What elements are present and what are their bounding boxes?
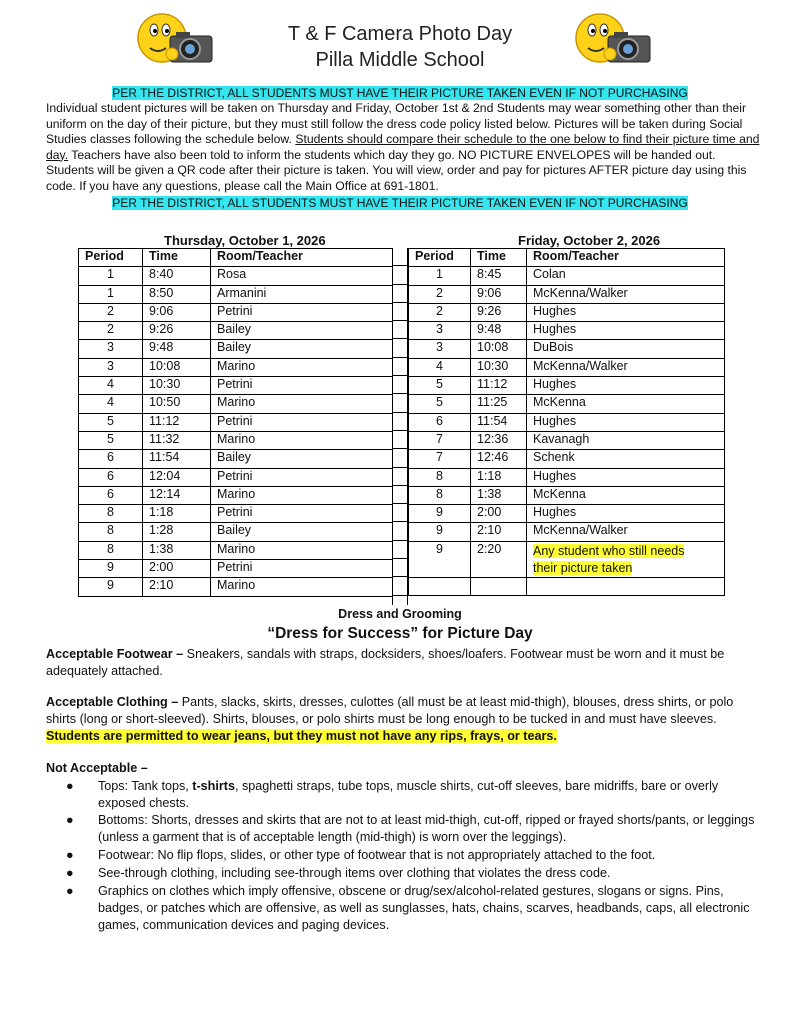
table-cell: 12:36 xyxy=(471,431,527,449)
bullet-icon: ● xyxy=(66,884,74,898)
table-row xyxy=(79,523,393,541)
table-cell: 6 xyxy=(409,413,471,431)
table-cell: 9:26 xyxy=(471,303,527,321)
friday-heading: Friday, October 2, 2026 xyxy=(518,233,661,248)
bullet-text: Bottoms: Shorts, dresses and skirts that are not to at least mid-thigh, cut-off, ripped or frayed shorts/pants, or leggings (unless a garment that is of acceptable length (mid-thigh) is worn over the leggings). xyxy=(98,813,755,844)
divider-cell xyxy=(393,339,407,357)
thursday-heading: Thursday, October 1, 2026 xyxy=(164,233,326,248)
table-cell: 10:30 xyxy=(471,358,527,376)
table-row xyxy=(409,431,725,449)
table-cell: Hughes xyxy=(527,505,725,523)
column-header: Time xyxy=(143,249,211,267)
table-cell: Petrini xyxy=(211,468,393,486)
table-cell: 1 xyxy=(409,267,471,285)
not-acceptable-label: Not Acceptable – xyxy=(46,761,148,775)
dress-heading: Dress and Grooming xyxy=(338,607,462,621)
divider-cell xyxy=(393,449,407,467)
table-cell: 10:30 xyxy=(143,377,211,395)
table-cell: Armanini xyxy=(211,285,393,303)
table-cell: 12:46 xyxy=(471,450,527,468)
divider-cell xyxy=(393,394,407,412)
table-cell: Schenk xyxy=(527,450,725,468)
table-cell: 2:00 xyxy=(143,560,211,578)
highlight-note: Any student who still needs xyxy=(533,543,685,558)
table-row xyxy=(79,578,393,596)
table-cell: Petrini xyxy=(211,413,393,431)
table-cell: 11:54 xyxy=(471,413,527,431)
table-row xyxy=(79,303,393,321)
divider-cell xyxy=(393,541,407,559)
bullet-icon: ● xyxy=(66,866,74,880)
table-cell: McKenna xyxy=(527,486,725,504)
table-cell: Marino xyxy=(211,358,393,376)
table-row xyxy=(79,267,393,285)
divider-cell xyxy=(393,285,407,303)
table-cell: 5 xyxy=(409,395,471,413)
table-cell: 12:04 xyxy=(143,468,211,486)
table-row xyxy=(79,541,393,559)
table-cell: Petrini xyxy=(211,505,393,523)
table-cell: 6 xyxy=(79,486,143,504)
table-cell: Marino xyxy=(211,578,393,596)
highlight-note: their picture taken xyxy=(533,560,633,575)
intro-text-2: Teachers have also been told to inform the students which day they go. NO PICTURE ENVELOPES will be handed out. Students will be given a QR code after their picture is taken. You will view, order and pay for pictures AFTER picture day using this code. If you have any questions, please call the Main Office at 691-1801. xyxy=(46,147,747,193)
table-cell: 1 xyxy=(79,267,143,285)
divider-cell xyxy=(393,248,407,266)
table-row xyxy=(79,450,393,468)
table-cell: Marino xyxy=(211,486,393,504)
intro-underlined: Students should compare their schedule to the one below to find their picture time and day. xyxy=(46,132,760,162)
table-cell: 2:10 xyxy=(471,523,527,541)
footwear-label: Acceptable Footwear – xyxy=(46,647,184,661)
table-cell: 9 xyxy=(79,560,143,578)
table-cell: 12:14 xyxy=(143,486,211,504)
school-name: Pilla Middle School xyxy=(315,49,485,71)
column-header: Period xyxy=(409,249,471,267)
table-row xyxy=(409,505,725,523)
table-row xyxy=(409,468,725,486)
bullet-icon: ● xyxy=(66,848,74,862)
table-cell: McKenna/Walker xyxy=(527,285,725,303)
table-cell: Kavanagh xyxy=(527,431,725,449)
table-cell: 3 xyxy=(79,358,143,376)
table-row xyxy=(79,395,393,413)
table-cell: DuBois xyxy=(527,340,725,358)
table-cell: McKenna/Walker xyxy=(527,358,725,376)
table-cell: Hughes xyxy=(527,322,725,340)
table-cell: Marino xyxy=(211,541,393,559)
table-cell: 2:00 xyxy=(471,505,527,523)
table-row xyxy=(79,560,393,578)
table-cell: 1:38 xyxy=(143,541,211,559)
table-row xyxy=(79,322,393,340)
clothing-text: Pants, slacks, skirts, dresses, culottes (all must be at least mid-thigh), blouses, dress shirts, or polo shirts (long or short-sleeved). Shirts, blouses, or polo shirts must be long enough to be tucked in and must have sleeves. xyxy=(46,695,734,726)
table-cell: 10:08 xyxy=(143,358,211,376)
column-header: Time xyxy=(471,249,527,267)
table-divider xyxy=(392,248,408,605)
table-cell: 7 xyxy=(409,450,471,468)
table-row xyxy=(409,303,725,321)
table-cell: 1:18 xyxy=(471,468,527,486)
table-cell: 5 xyxy=(409,377,471,395)
table-cell: 11:54 xyxy=(143,450,211,468)
district-banner-bottom xyxy=(0,196,800,211)
bullet-bold: t-shirts xyxy=(192,779,235,793)
table-cell: 4 xyxy=(79,395,143,413)
footwear-text: Sneakers, sandals with straps, docksiders, shoes/loafers. Footwear must be worn and it must be adequately attached. xyxy=(46,647,725,678)
table-row xyxy=(409,322,725,340)
table-cell: Hughes xyxy=(527,303,725,321)
table-cell: Bailey xyxy=(211,340,393,358)
divider-cell xyxy=(393,358,407,376)
table-cell: 2:10 xyxy=(143,578,211,596)
table-row xyxy=(409,413,725,431)
table-cell: 10:50 xyxy=(143,395,211,413)
table-cell: Petrini xyxy=(211,303,393,321)
footwear-paragraph xyxy=(46,646,766,680)
column-header: Period xyxy=(79,249,143,267)
table-row xyxy=(409,358,725,376)
table-cell: Marino xyxy=(211,431,393,449)
table-cell: Hughes xyxy=(527,413,725,431)
table-row xyxy=(79,340,393,358)
bullet-text: See-through clothing, including see-through items over clothing that violates the dress code. xyxy=(98,866,611,880)
table-cell xyxy=(471,577,527,595)
table-row xyxy=(409,285,725,303)
banner-text: PER THE DISTRICT, ALL STUDENTS MUST HAVE THEIR PICTURE TAKEN EVEN IF NOT PURCHASING xyxy=(112,86,688,100)
table-row xyxy=(79,377,393,395)
table-cell: 1:18 xyxy=(143,505,211,523)
table-cell: 1:28 xyxy=(143,523,211,541)
table-row xyxy=(79,358,393,376)
divider-cell xyxy=(393,413,407,431)
table-cell: 9:06 xyxy=(143,303,211,321)
table-row xyxy=(409,340,725,358)
table-cell: 8 xyxy=(79,523,143,541)
table-cell: 7 xyxy=(409,431,471,449)
table-cell: 2 xyxy=(79,322,143,340)
table-cell xyxy=(409,577,471,595)
divider-cell xyxy=(393,559,407,577)
table-cell: 8:40 xyxy=(143,267,211,285)
bullet-icon: ● xyxy=(66,779,74,793)
table-row xyxy=(409,377,725,395)
table-row xyxy=(79,431,393,449)
friday-schedule-table xyxy=(408,248,725,596)
table-cell: Hughes xyxy=(527,468,725,486)
divider-cell xyxy=(393,504,407,522)
not-acceptable-heading xyxy=(46,760,766,777)
intro-text-1: Individual student pictures will be taken on Thursday and Friday, October 1st & 2nd Students may wear something other than their uniform on the day of their picture, but they must still follow the dress code policy listed below. Pictures will be taken during Social Studies classes following the schedule below. xyxy=(46,101,747,147)
table-cell: Rosa xyxy=(211,267,393,285)
table-row xyxy=(79,486,393,504)
bullet-text: Graphics on clothes which imply offensive, obscene or drug/sex/alcohol-related gestures, slogans or signs. Pins, badges, or patches which are offensive, as well as sunglasses, hats, chains, scarves, headbands, caps, all electronic games, communication devices and paging devices. xyxy=(98,884,750,932)
table-row xyxy=(79,468,393,486)
table-cell: Bailey xyxy=(211,523,393,541)
table-cell: 2:20 xyxy=(471,541,527,577)
divider-cell xyxy=(393,468,407,486)
table-cell: 2 xyxy=(79,303,143,321)
table-cell: 9:48 xyxy=(143,340,211,358)
table-row xyxy=(409,523,725,541)
table-cell: 1:38 xyxy=(471,486,527,504)
table-cell: 11:32 xyxy=(143,431,211,449)
intro-paragraph xyxy=(46,101,766,195)
table-row xyxy=(409,267,725,285)
table-cell: 6 xyxy=(79,450,143,468)
table-cell: 9 xyxy=(409,541,471,577)
jeans-note: Students are permitted to wear jeans, but they must not have any rips, frays, or tears. xyxy=(46,729,557,743)
bullet-icon: ● xyxy=(66,813,74,827)
table-cell: Petrini xyxy=(211,560,393,578)
clothing-label: Acceptable Clothing – xyxy=(46,695,179,709)
table-cell: 5 xyxy=(79,431,143,449)
dress-subheading: “Dress for Success” for Picture Day xyxy=(267,625,533,642)
divider-cell xyxy=(393,431,407,449)
table-cell: 3 xyxy=(79,340,143,358)
table-cell: 5 xyxy=(79,413,143,431)
divider-cell xyxy=(393,303,407,321)
table-cell: 9 xyxy=(79,578,143,596)
table-header-row xyxy=(409,249,725,267)
clothing-paragraph xyxy=(46,694,766,745)
table-cell xyxy=(527,577,725,595)
table-cell: 3 xyxy=(409,322,471,340)
column-header: Room/Teacher xyxy=(527,249,725,267)
table-cell: 10:08 xyxy=(471,340,527,358)
bullet-text: Footwear: No flip flops, slides, or other type of footwear that is not appropriately attached to the foot. xyxy=(98,848,656,862)
table-cell: 9 xyxy=(409,523,471,541)
table-cell: 11:25 xyxy=(471,395,527,413)
table-cell: 2 xyxy=(409,303,471,321)
table-cell: 11:12 xyxy=(143,413,211,431)
table-cell: 9 xyxy=(409,505,471,523)
table-cell: Hughes xyxy=(527,377,725,395)
table-cell: Bailey xyxy=(211,450,393,468)
table-cell xyxy=(527,541,725,577)
table-cell: 1 xyxy=(79,285,143,303)
table-cell: 9:26 xyxy=(143,322,211,340)
table-row xyxy=(409,486,725,504)
table-cell: 9:06 xyxy=(471,285,527,303)
table-row xyxy=(409,395,725,413)
table-cell: Bailey xyxy=(211,322,393,340)
table-cell: McKenna/Walker xyxy=(527,523,725,541)
table-cell: 8:50 xyxy=(143,285,211,303)
table-cell: 4 xyxy=(409,358,471,376)
divider-cell xyxy=(393,486,407,504)
table-row xyxy=(79,505,393,523)
table-cell: Colan xyxy=(527,267,725,285)
table-cell: Marino xyxy=(211,395,393,413)
table-cell: 8 xyxy=(79,541,143,559)
bullet-text: , spaghetti straps, tube tops, muscle shirts, cut-off sleeves, bare midriffs, bare or overly exposed chests. xyxy=(98,779,719,810)
table-cell: Petrini xyxy=(211,377,393,395)
table-cell: 11:12 xyxy=(471,377,527,395)
table-row xyxy=(79,285,393,303)
divider-cell xyxy=(393,321,407,339)
table-cell: McKenna xyxy=(527,395,725,413)
table-cell: 3 xyxy=(409,340,471,358)
divider-cell xyxy=(393,266,407,284)
column-header: Room/Teacher xyxy=(211,249,393,267)
table-cell: 4 xyxy=(79,377,143,395)
table-cell: 8:45 xyxy=(471,267,527,285)
divider-cell xyxy=(393,522,407,540)
table-row xyxy=(409,450,725,468)
table-row xyxy=(79,413,393,431)
table-cell: 8 xyxy=(409,468,471,486)
table-cell: 6 xyxy=(79,468,143,486)
district-banner-top xyxy=(0,86,800,101)
table-cell: 8 xyxy=(409,486,471,504)
page-title: T & F Camera Photo Day xyxy=(287,23,513,45)
table-header-row xyxy=(79,249,393,267)
table-cell: 9:48 xyxy=(471,322,527,340)
table-cell: 2 xyxy=(409,285,471,303)
banner-text: PER THE DISTRICT, ALL STUDENTS MUST HAVE THEIR PICTURE TAKEN EVEN IF NOT PURCHASING xyxy=(112,196,688,210)
thursday-schedule-table xyxy=(78,248,393,597)
divider-cell xyxy=(393,376,407,394)
bullet-text: Tops: Tank tops, xyxy=(98,779,193,793)
table-cell: 8 xyxy=(79,505,143,523)
divider-cell xyxy=(393,577,407,595)
table-row xyxy=(409,577,725,595)
